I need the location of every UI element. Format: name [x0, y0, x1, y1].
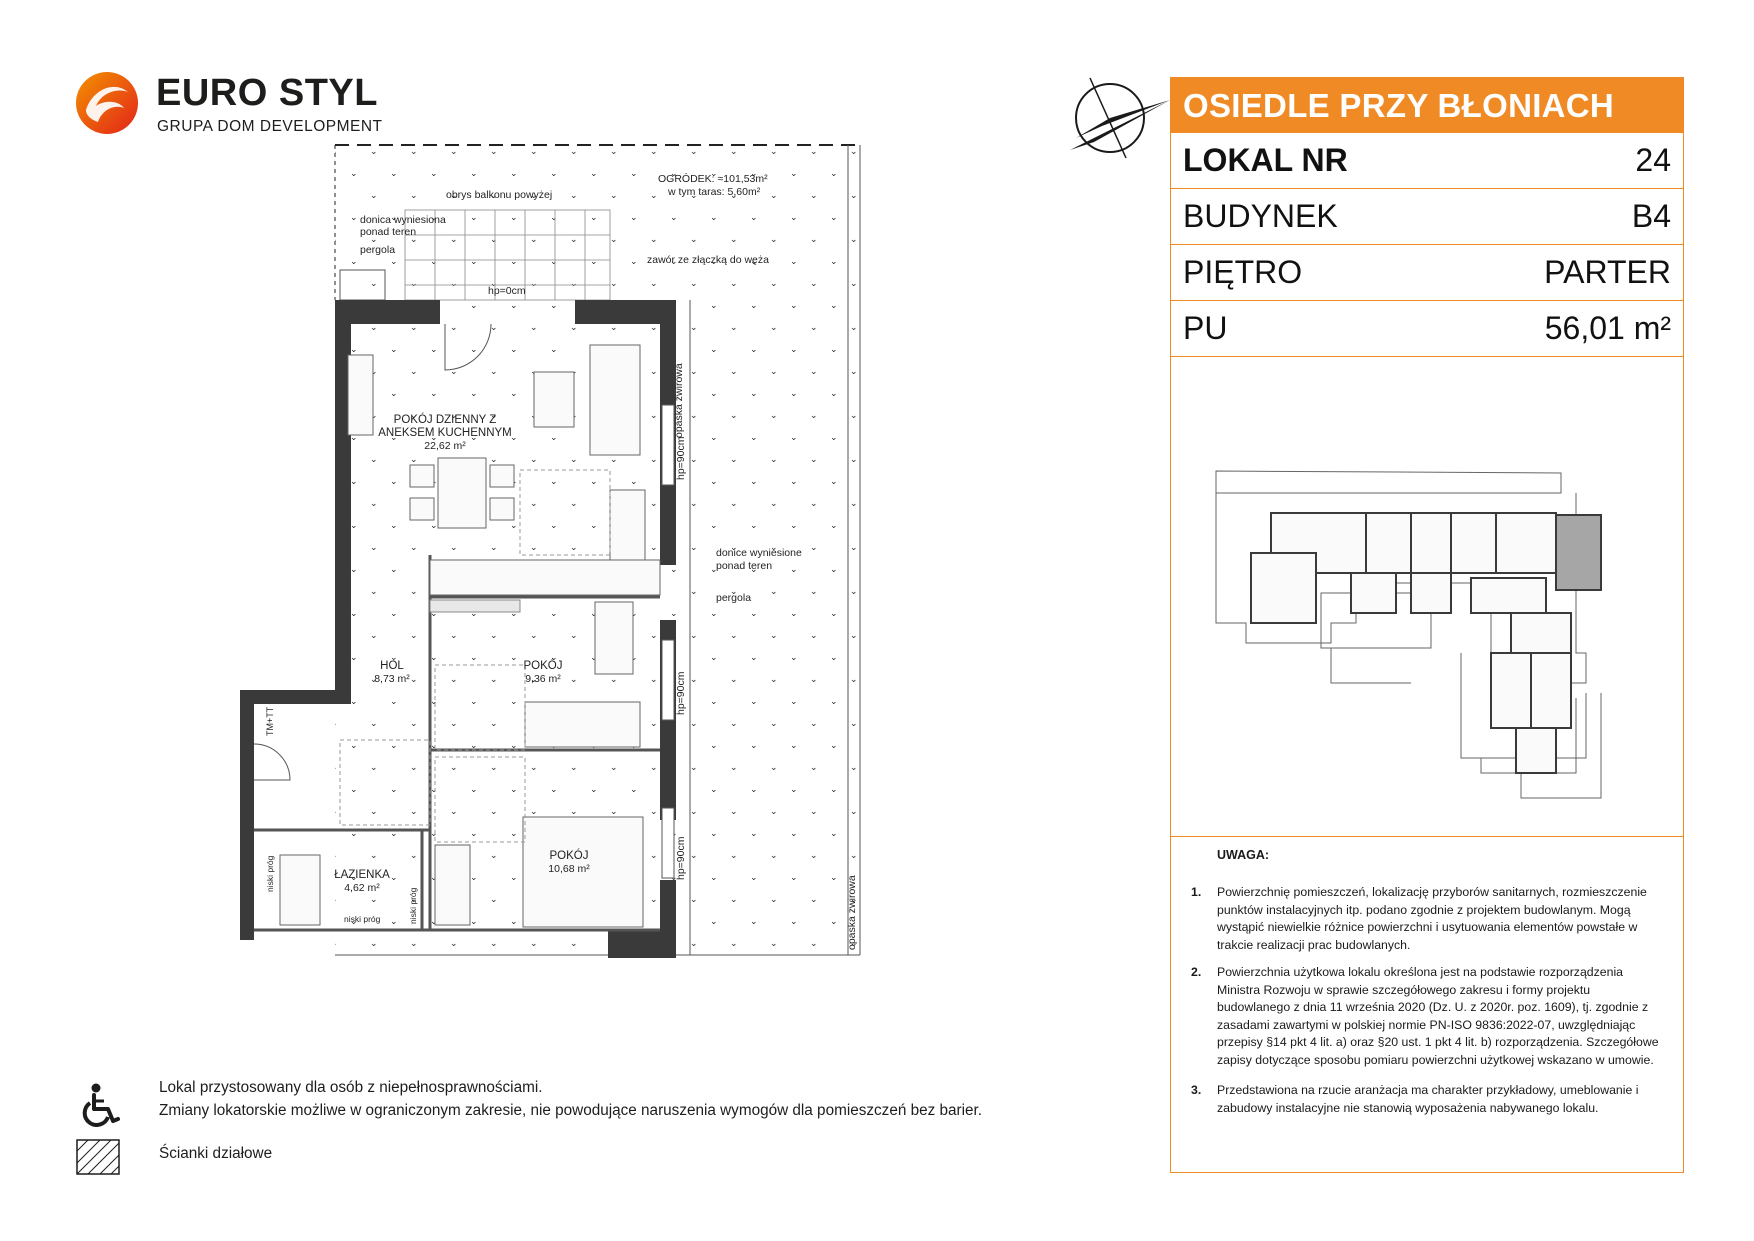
- pergola-label-1: pergola: [360, 244, 396, 256]
- hall-label: HOL: [380, 660, 404, 672]
- hp90-label-2: hp=90cm: [675, 671, 687, 715]
- gravel-label-1: opaska żwirowa: [673, 363, 685, 438]
- threshold-label-1: niski próg: [265, 855, 275, 892]
- room1-label: POKÓJ: [523, 660, 563, 672]
- floor-value: PARTER: [1544, 254, 1671, 290]
- bathroom-area: 4,62 m²: [344, 882, 380, 894]
- living-room-label-2: ANEKSEM KUCHENNYM: [378, 427, 512, 439]
- wheelchair-accessibility-icon: [80, 1083, 122, 1127]
- legend: [74, 1075, 1074, 1185]
- usable-area-row: [1171, 301, 1683, 357]
- unit-number-label: LOKAL NR: [1183, 142, 1348, 178]
- living-room-area: 22,62 m²: [424, 440, 466, 452]
- usable-area-label: PU: [1183, 310, 1228, 346]
- room1-area: 9,36 m²: [525, 673, 561, 685]
- usable-area-value: 56,01 m²: [1544, 310, 1671, 346]
- floor-label: PIĘTRO: [1183, 254, 1303, 290]
- building-key-plan: [1171, 353, 1683, 836]
- tm-label: TM+TT: [265, 706, 275, 736]
- gravel-label-2: opaska żwirowa: [846, 875, 858, 950]
- threshold-label-3: niski próg: [344, 914, 381, 924]
- eurostyl-logo: [74, 70, 383, 140]
- key-plan: [1171, 353, 1683, 837]
- accessibility-note: Lokal przystosowany dla osób z niepełnosprawnościami.: [159, 1079, 543, 1096]
- note-3-text: Przedstawiona na rzucie aranżacja ma charakter przykładowy, umeblowanie i zabudowy instalacyjne nie stanowią wyposażenia nabywanego lokalu.: [1217, 1083, 1639, 1115]
- building-row: [1171, 189, 1683, 245]
- planter-label-2: ponad teren: [360, 226, 417, 238]
- bathroom-label: ŁAZIENKA: [334, 869, 390, 881]
- logo-name: EURO STYL: [156, 72, 378, 114]
- planters-label-2: ponad teren: [716, 560, 773, 572]
- logo-swirl-icon: [74, 70, 140, 136]
- current-unit-highlight: [1556, 515, 1601, 590]
- hp90-label-1: hp=90cm: [675, 436, 687, 480]
- pergola-label-2: pergola: [716, 592, 752, 604]
- note-2-number: 2.: [1191, 965, 1202, 979]
- floor-row: [1171, 245, 1683, 301]
- unit-number-value: 24: [1635, 142, 1671, 178]
- balcony-outline-label: obrys balkonu powyżej: [446, 189, 553, 201]
- planter-label-1: donica wyniesiona: [360, 214, 446, 226]
- terrace-area-label: w tym taras: 5,60m²: [668, 186, 761, 198]
- hp90-label-3: hp=90cm: [675, 836, 687, 880]
- note-1-text: Powierzchnię pomieszczeń, lokalizację przyborów sanitarnych, rozmieszczenie punktów instalacyjnych itp. podano zgodnie z projektem budowlanym. Mogą wystąpić niewielkie różnice powierzchni i usytuowania elementów powstałe w trakcie realizacji prac budowlanych.: [1217, 885, 1647, 952]
- tenant-changes-note: Zmiany lokatorskie możliwe w ograniczonym zakresie, nie powodujące naruszenia wymogów dla pomieszczeń bez barier.: [159, 1102, 983, 1119]
- building-value: B4: [1631, 198, 1671, 234]
- note-1-number: 1.: [1191, 885, 1202, 899]
- room2-label: POKÓJ: [549, 850, 589, 862]
- threshold-label-2: niski próg: [408, 887, 418, 924]
- logo-subtitle: GRUPA DOM DEVELOPMENT: [157, 118, 383, 135]
- unit-info-panel: [1170, 77, 1684, 1173]
- building-label: BUDYNEK: [1183, 198, 1338, 234]
- estate-title: OSIEDLE PRZY BŁONIACH: [1171, 78, 1683, 133]
- hall-area: 8,73 m²: [374, 673, 410, 685]
- planters-label-1: donice wyniesione: [716, 547, 802, 559]
- note-2-text: Powierzchnia użytkowa lokalu określona jest na podstawie rozporządzenia Ministra Rozwoju w sprawie szczegółowego zakresu i formy projektu budowlanego z dnia 11 września 2020 (Dz. U. z 2020r. poz. 1609), tj. zgodnie z zasadami zawartymi w polskiej normie PN-ISO 9836:2022-07, uwzględniając przepisy §14 pkt 4 lit. a) oraz §20 ust. 1 pkt 4 lit. b) rozporządzenia. Szczegółowe zapisy dotyczące sposobu pomiaru powierzchni użytkowej wskazano w umowie.: [1217, 965, 1659, 1067]
- living-room-label: POKÓJ DZIENNY Z: [393, 414, 497, 426]
- valve-label: zawór ze złączką do węża: [647, 254, 769, 266]
- partition-hatch-icon: [76, 1139, 120, 1175]
- partition-walls-note: Ścianki działowe: [159, 1145, 273, 1162]
- notes-title: UWAGA:: [1217, 848, 1270, 862]
- room2-area: 10,68 m²: [548, 863, 590, 875]
- note-3-number: 3.: [1191, 1083, 1202, 1097]
- hp0-label: hp=0cm: [488, 285, 526, 297]
- garden-area-label: OGRÓDEK: ≈101,53m²: [658, 173, 768, 185]
- unit-number-row: [1171, 133, 1683, 189]
- floor-plan: [240, 140, 970, 1070]
- north-compass-icon: [1050, 70, 1170, 160]
